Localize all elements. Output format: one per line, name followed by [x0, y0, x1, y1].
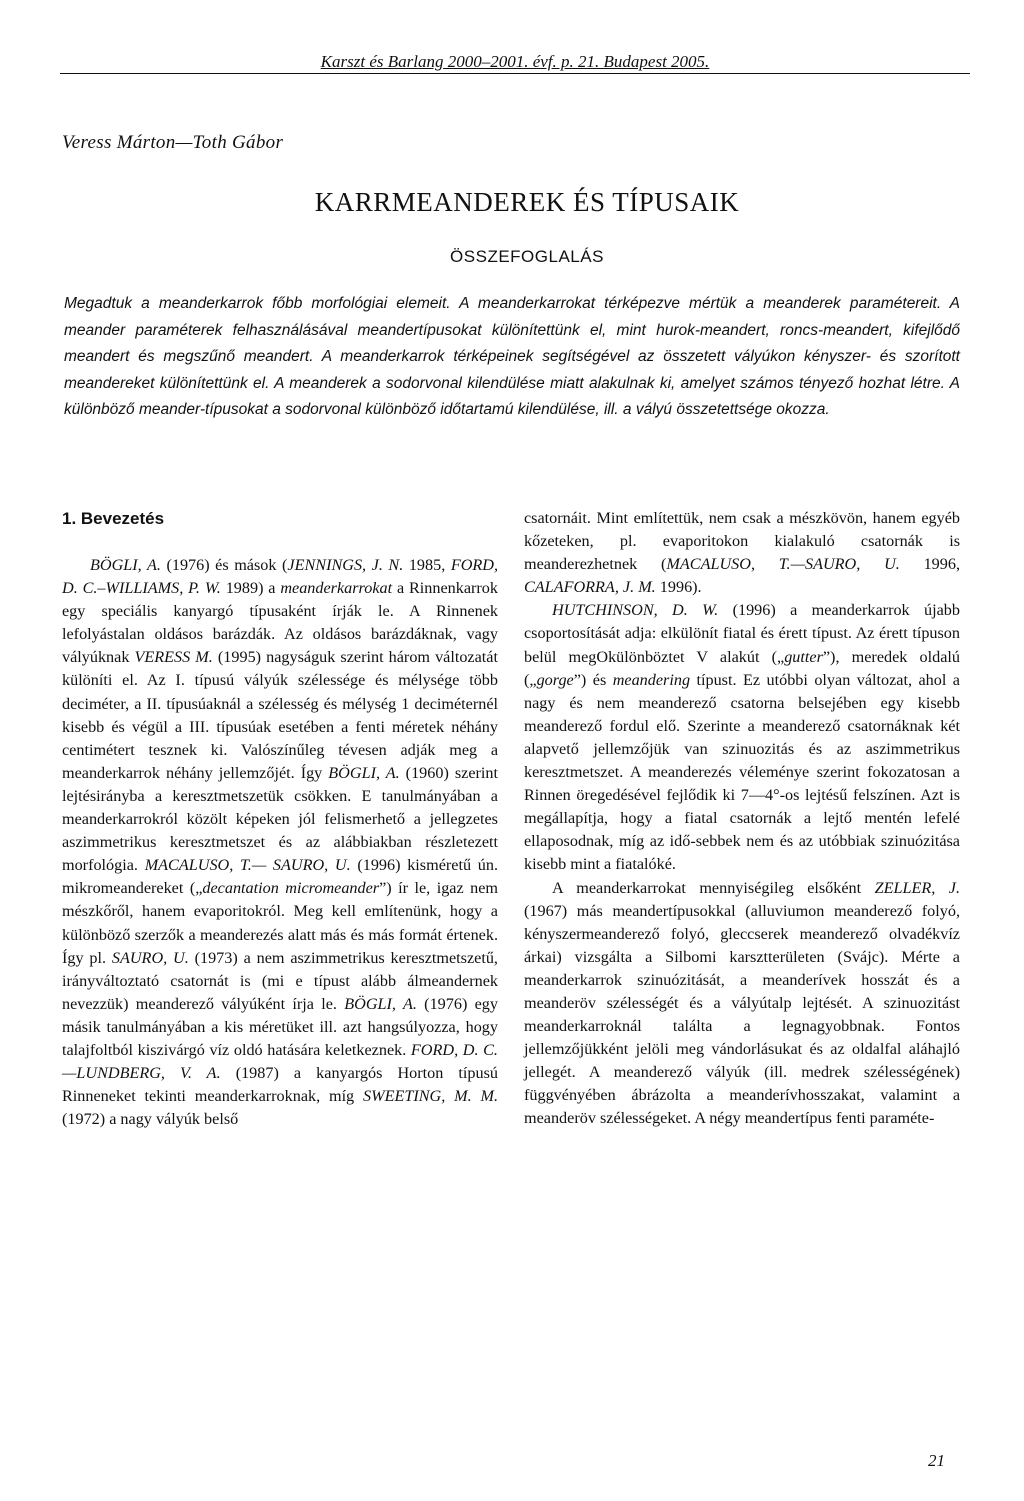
italic-reference: decantation micromeander	[202, 879, 380, 898]
text-run: a Rinnenkarrok egy speciális kanyargó típusaként írják le. A Rinnenek lefolyástalan oldásos barázdák. Az oldásos barázdáknak, vagy vályúknak	[62, 579, 498, 667]
text-run: (1996) kisméretű ún. mikromeandereket („	[62, 856, 498, 898]
italic-reference: MACALUSO, T.—SAURO, U.	[666, 555, 900, 574]
text-run: 1985,	[403, 556, 451, 574]
italic-reference: CALAFORRA, J. M.	[524, 578, 656, 597]
italic-reference: MACALUSO, T.— SAURO, U.	[144, 856, 351, 875]
italic-reference: BÖGLI, A.	[90, 556, 161, 574]
text-run: (1976) egy másik tanulmányában a kis méretüket ill. azt hangsúlyozza, hogy talajfoltból kiszivárgó víz oldó hatására keletkeznek.	[62, 994, 498, 1059]
italic-reference: VERESS M.	[134, 648, 213, 667]
italic-reference: gutter	[784, 647, 823, 666]
abstract-heading: ÖSSZEFOGLALÁS	[450, 247, 604, 266]
text-run: (1987) a kanyargós Horton típusú Rinneneket tekinti meanderkarroknak, míg	[62, 1064, 499, 1106]
text-run: (1972) a nagy vályúk belső	[62, 1110, 239, 1129]
italic-reference: gorge	[536, 670, 574, 689]
text-run: ”) és	[573, 670, 613, 689]
text-run: (1976) és mások (	[160, 556, 288, 574]
italic-reference: meandering	[612, 670, 691, 689]
text-run: (1995) nagyságuk szerint három változatát különíti el. Az I. típusú vályúk szélessége és mélysége több deciméter, a II. típusúaknál a szélesség és mélység 1 deciméternél kisebb és végül a III. típusúak esetében a fenti méretek néhány centimétert tesznek ki. Valószínűleg tévesen adják meg a meanderkarrok néhány jellemzőjét. Így	[62, 648, 498, 782]
italic-reference: SAURO, U.	[111, 948, 189, 967]
authors: Veress Márton—Toth Gábor	[62, 132, 284, 153]
abstract-text: Megadtuk a meanderkarrok főbb morfológiai elemeit. A meanderkarrokat térképezve mértük a meanderek paramétereit. A meander paraméterek felhasználásával meandertípusokat különítettünk el, mint hurok-meandert, roncs-meandert, kifejlődő meandert és megszűnő meandert. A meanderkarrok térképeinek segítségével az összetett vályúkon kényszer- és szorított meandereket különítettünk el. A meanderek a sodorvonal kilendülése miatt alakulnak ki, amelyet számos tényező hozhat létre. A különböző meander-típusokat a sodorvonal különböző időtartamú kilendülése, ill. a vályú összetettsége okozza.	[64, 295, 960, 418]
article-title: KARRMEANDEREK ÉS TÍPUSAIK	[314, 187, 740, 217]
italic-reference: FORD, D. C.—LUNDBERG, V. A.	[62, 1040, 498, 1083]
text-run: 1996).	[655, 578, 702, 597]
paragraph-hutchinson	[524, 599, 960, 876]
text-run: csatornáit. Mint említettük, nem csak a mészkövön, hanem egyéb kőzeteken, pl. evaporitokon kialakuló csatornák is meanderezhetnek (	[524, 509, 960, 574]
text-run: A meanderkarrokat mennyiségileg elsőként	[552, 878, 875, 897]
paragraph-intro	[62, 554, 498, 1131]
text-run: típust. Ez utóbbi olyan változat, ahol a nagy és nem meanderező csatorna belsejében egy kisebb meanderező fordul elő. Szerinte a meanderező csatornáknak két alapvető jellemzőjük van szinuozitás és az aszimmetrikus keresztmetszet. A meanderezés véleménye szerint fokozatosan a Rinnen öregedésével fejlődik ki 7—4°-os lejtésű felszínen. Azt is megállapítja, hogy a fiatal csatornák a lejtő mentén lefelé ellaposodnak, míg az idő-sebbek nem és az utóbbiak szinuózitása kisebb mint a fiatalóké.	[524, 670, 960, 874]
left-column	[62, 507, 498, 1131]
right-column	[524, 507, 960, 1131]
italic-reference: meanderkarrokat	[280, 579, 393, 598]
italic-reference: BÖGLI, A.	[344, 994, 417, 1013]
italic-reference: SWEETING, M. M.	[363, 1087, 499, 1106]
text-run: (1967) más meandertípusokkal (alluviumon meanderező folyó, kényszermeanderező folyó, gleccserek meanderező olvadékvíz árkai) vizsgálta a Silbomi karsztterületen (Svájc). Mérte a meanderkarrok szinuózitását, a meanderívek hosszát és a meanderöv szélességét és a vályútalp lejtését. A szinuozitást meanderkarroknál találta a legnagyobbnak. Fontos jellemzőjükként jelöli meg vándorlásukat és az oldalfal aláhajló jellegét. A meanderező vályúk (ill. medrek szélességének) függvényében ábrázolta a meanderívhosszakat, valamint a meanderöv szélességeket. A négy meandertípus fenti paraméte-	[524, 901, 960, 1128]
italic-reference: BÖGLI, A.	[328, 763, 400, 782]
italic-reference: ZELLER, J.	[874, 878, 960, 897]
text-run: (1996) a meanderkarrok újabb csoportosítását adja: elkülönít fiatal és érett típust. Az érett típuson belül megOkülönböztet V alakút („	[524, 601, 960, 666]
paragraph-zeller	[524, 877, 960, 1131]
text-run: (1960) szerint lejtésirányba a keresztmetszetük csökken. E tanulmányában a meanderkarrokról közölt képeken jól felismerhető a jellegzetes aszimmetrikus keresztmetszet és az alábbiakban részletezett morfológia.	[62, 763, 498, 875]
italic-reference: FORD, D. C.–WILLIAMS, P. W.	[62, 556, 499, 598]
italic-reference: JENNINGS, J. N.	[287, 556, 404, 574]
text-run: 1989) a	[220, 579, 281, 598]
journal-citation-header: Karszt és Barlang 2000–2001. évf. p. 21. Budapest 2005.	[60, 52, 970, 74]
paragraph-continued	[524, 507, 960, 599]
page-number: 21	[928, 1451, 945, 1470]
text-run: 1996,	[899, 555, 961, 574]
italic-reference: HUTCHINSON, D. W.	[552, 601, 719, 620]
text-run: ”) ír le, igaz nem mészkőről, hanem evaporitokról. Meg kell említenünk, hogy a különböző szerzők a meanderezés alatt más és más formát értenek. Így pl.	[62, 879, 498, 967]
text-run: (1973) a nem aszimmetrikus keresztmetszetű, irányváltoztató csatornát is (mi e típust alább álmeandernek nevezzük) meanderező vályúként írja le.	[62, 948, 498, 1013]
section-heading: 1. Bevezetés	[62, 509, 165, 528]
text-run: ”), meredek oldalú („	[524, 647, 960, 689]
